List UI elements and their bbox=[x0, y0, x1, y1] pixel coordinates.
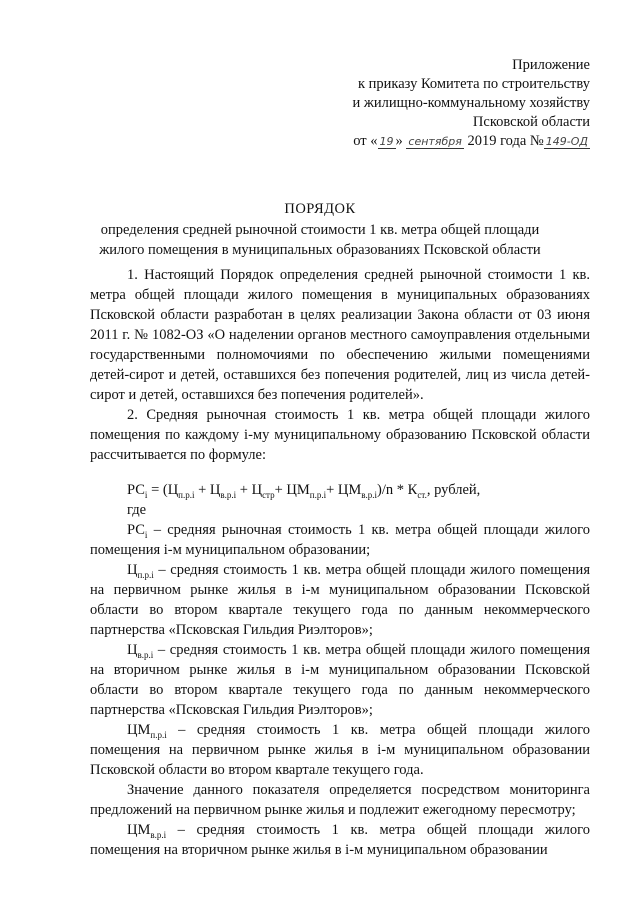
definition-c-secondary: $Ц_{в.р.i}$ – средняя стоимость 1 кв. метра общей площади жилого помещения на вторичном рынке жилья в i-м муниципальном образовании Псковской области во втором квартале текущего года по данным некоммерческого партнерства «Псковская Гильдия Риэлторов»; bbox=[90, 642, 590, 718]
order-date-line bbox=[330, 132, 590, 151]
appendix-line-1: Приложение bbox=[512, 57, 590, 73]
document-subtitle-line-2: жилого помещения в муниципальных образованиях Псковской области bbox=[99, 242, 541, 258]
paragraph-monitoring: Значение данного показателя определяется посредством мониторинга предложений на первичном рынке жилья и подлежит ежегодному пересмотру; bbox=[90, 782, 590, 818]
definition-cm-secondary: $ЦМ_{в.р.i}$ – средняя стоимость 1 кв. метра общей площади жилого помещения на вторичном рынке жилья в i-м муниципальном образовании bbox=[90, 822, 590, 858]
paragraph-2: 2. Средняя рыночная стоимость 1 кв. метра общей площади жилого помещения по каждому i-му муниципальному образованию Псковской области рассчитывается по формуле: bbox=[90, 407, 590, 463]
definition-rs: $РС_i$ – средняя рыночная стоимость 1 кв. метра общей площади жилого помещения i-м муниципальном образовании; bbox=[90, 522, 590, 558]
order-year-text: 2019 года № bbox=[467, 133, 544, 149]
date-mid: » bbox=[395, 133, 403, 149]
date-prefix: от « bbox=[353, 133, 378, 149]
appendix-header bbox=[330, 56, 590, 151]
document-subtitle-line-1: определения средней рыночной стоимости 1 кв. метра общей площади bbox=[100, 222, 540, 238]
definition-c-primary: $Ц_{п.р.i}$ – средняя стоимость 1 кв. метра общей площади жилого помещения на первичном рынке жилья в i-м муниципальном образовании Псковской области во втором квартале текущего года по данным некоммерческого партнерства «Псковская Гильдия Риэлторов»; bbox=[90, 562, 590, 638]
where-label: где bbox=[127, 502, 147, 518]
document-body bbox=[90, 265, 590, 860]
definition-cm-primary: $ЦМ_{п.р.i}$ – средняя стоимость 1 кв. метра общей площади жилого помещения на первичном рынке жилья в i-м муниципальном образовании Псковской области во втором квартале текущего года. bbox=[90, 722, 590, 778]
document-title: ПОРЯДОК bbox=[284, 201, 356, 217]
order-day: 19 bbox=[379, 135, 394, 148]
appendix-line-2: к приказу Комитета по строительству bbox=[357, 76, 590, 92]
appendix-line-3: и жилищно-коммунальному хозяйству bbox=[352, 95, 590, 111]
paragraph-1: 1. Настоящий Порядок определения средней рыночной стоимости 1 кв. метра общей площади жилого помещения в муниципальных образованиях Псковской области разработан в целях реализации Закона области от 03 июня 2011 г. № 1082-ОЗ «О наделении органов местного самоуправления отдельными государственными полномочиями по обеспечению жилыми помещениями детей-сирот и детей, оставшихся без попечения родителей, лиц из числа детей-сирот и детей, оставшихся без попечения родителей». bbox=[90, 267, 590, 403]
appendix-line-4: Псковской области bbox=[472, 114, 590, 130]
formula: $РС_i = (Ц_{п.р.i} + Ц_{в.р.i} + Ц_{стр}+ ЦМ_{п.р.i}+ ЦМ_{в.р.i})/n * К_{ст.}$, рублей, bbox=[127, 482, 481, 500]
order-month: сентября bbox=[408, 135, 462, 148]
order-number: 149-ОД bbox=[545, 135, 588, 148]
